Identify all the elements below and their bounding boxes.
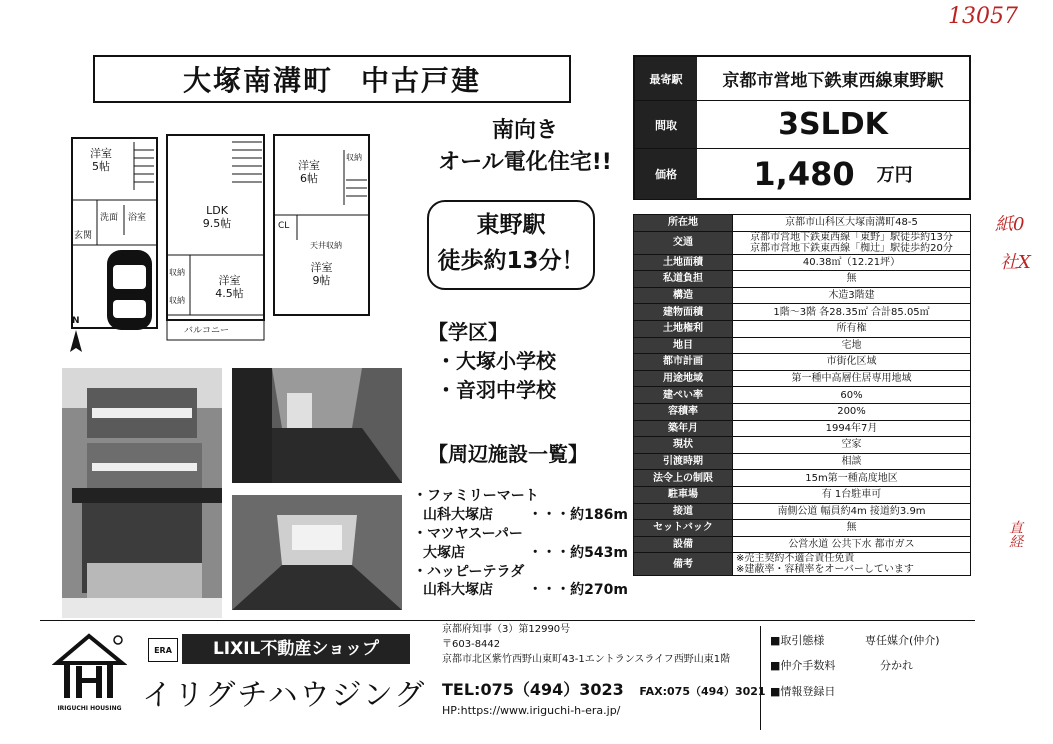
postal-code: 〒603-8442 [442, 639, 501, 650]
interior-photo-room [232, 495, 402, 610]
detail-value: 有 1台駐車可 [733, 486, 971, 503]
detail-value: 第一種中高層住居専用地域 [733, 370, 971, 387]
summary-station-row [635, 57, 969, 101]
detail-label: 地目 [634, 337, 733, 354]
detail-label: 築年月 [634, 420, 733, 437]
handwritten-mark-3: 直経 [1007, 520, 1023, 548]
detail-label: 駐車場 [634, 486, 733, 503]
detail-row [634, 370, 971, 387]
price-unit: 万円 [876, 165, 913, 186]
label-entrance: 玄関 [74, 231, 93, 241]
detail-row [634, 254, 971, 271]
detail-row [634, 337, 971, 354]
detail-row [634, 520, 971, 537]
detail-value: 60% [733, 387, 971, 404]
label-balcony: バルコニー [184, 326, 230, 336]
access-box [427, 200, 595, 290]
catch-line-2: オール電化住宅!! [438, 149, 612, 175]
terms-block [770, 628, 970, 704]
label-storage-2f-b: 収納 [169, 296, 185, 305]
title-area: 大塚南溝町 [182, 64, 333, 97]
fax-number: 075（494）3021 [667, 685, 766, 698]
term-transaction: ■取引態様 専任媒介(仲介) [770, 634, 940, 647]
north-arrow-icon [70, 330, 82, 352]
detail-row [634, 503, 971, 520]
page-title [93, 55, 571, 103]
detail-value: 1994年7月 [733, 420, 971, 437]
price-label: 価格 [635, 149, 697, 199]
terms-divider [760, 626, 761, 730]
detail-value: 1階～3階 各28.35㎡ 合計85.05㎡ [733, 304, 971, 321]
detail-value: 公営水道 公共下水 都市ガス [733, 536, 971, 553]
detail-row [634, 271, 971, 288]
detail-label: 私道負担 [634, 271, 733, 288]
handwritten-mark-1: 紙0 [995, 214, 1025, 235]
detail-label: 引渡時期 [634, 453, 733, 470]
footer-divider [40, 620, 975, 621]
detail-label: 現状 [634, 437, 733, 454]
house-logo-icon [52, 628, 127, 703]
detail-label: 容積率 [634, 403, 733, 420]
detail-row [634, 536, 971, 553]
company-address: 京都市北区紫竹西野山東町43-1エントランスライフ西野山東1階 [442, 654, 731, 665]
school-junior: ・音羽中学校 [436, 378, 556, 402]
label-cl: CL [278, 221, 290, 231]
facilities-list [413, 487, 628, 600]
detail-value: 京都市山科区大塚南溝町48-5 [733, 215, 971, 232]
company-logo [52, 628, 127, 713]
detail-row [634, 453, 971, 470]
term-fee: ■仲介手数料 分かれ [770, 659, 913, 673]
logo-caption: IRIGUCHI HOUSING [57, 705, 122, 712]
detail-row [634, 231, 971, 254]
access-line-1: 東野駅 [476, 212, 546, 238]
layout-label: 間取 [635, 101, 697, 148]
detail-label: 建ぺい率 [634, 387, 733, 404]
station-value: 京都市営地下鉄東西線東野駅 [722, 71, 944, 91]
detail-value: 無 [733, 271, 971, 288]
license-number: 京都府知事（3）第12990号 [442, 624, 571, 635]
catch-line-1: 南向き [491, 118, 558, 143]
detail-row [634, 486, 971, 503]
room-3f-western-a: 洋室 6帖 [298, 159, 320, 185]
school-heading: 【学区】 [428, 320, 508, 344]
detail-value: 京都市営地下鉄東西線「東野」駅徒歩約13分 京都市営地下鉄東西線「椥辻」駅徒歩約20分 [733, 231, 971, 254]
detail-value: 200% [733, 403, 971, 420]
detail-value: 南側公道 幅員約4m 接道約3.9m [733, 503, 971, 520]
era-logo: ERA [148, 638, 178, 662]
tel-number: 075（494）3023 [480, 680, 624, 699]
label-bath: 浴室 [128, 213, 147, 223]
summary-layout-row [635, 101, 969, 149]
label-storage-3f: 収納 [346, 153, 362, 162]
detail-row [634, 470, 971, 487]
detail-label: 構造 [634, 287, 733, 304]
facility-item: ・マツヤスーパー 大塚店 ・・・約543m [413, 525, 628, 561]
detail-label: 所在地 [634, 215, 733, 232]
detail-row [634, 553, 971, 576]
lixil-shop-banner: LIXIL不動産ショップ [182, 634, 410, 664]
detail-value: 市街化区域 [733, 354, 971, 371]
label-storage-2f-a: 収納 [169, 268, 185, 277]
detail-label: セットバック [634, 520, 733, 537]
car-icon [107, 250, 152, 330]
detail-row [634, 437, 971, 454]
summary-price-row [635, 149, 969, 199]
handwritten-mark-2: 社X [1000, 252, 1031, 273]
detail-row [634, 420, 971, 437]
detail-value: 相談 [733, 453, 971, 470]
homepage-link[interactable]: HP:https://www.iriguchi-h-era.jp/ [442, 704, 621, 717]
detail-row [634, 304, 971, 321]
room-2f-western: 洋室 4.5帖 [215, 274, 244, 300]
station-label: 最寄駅 [635, 57, 697, 100]
floor-plan [62, 130, 382, 360]
room-3f-western-b: 洋室 9帖 [310, 261, 333, 287]
detail-label: 土地権利 [634, 320, 733, 337]
price-value: 1,480 [753, 155, 855, 193]
exterior-photo [62, 368, 222, 618]
detail-value: 無 [733, 520, 971, 537]
detail-row [634, 215, 971, 232]
facilities-heading: 【周辺施設一覧】 [428, 442, 588, 466]
company-name: イリグチハウジング [142, 679, 427, 712]
detail-label: 土地面積 [634, 254, 733, 271]
summary-box [633, 55, 971, 200]
property-details-table [633, 214, 971, 576]
detail-row [634, 354, 971, 371]
facility-item: ・ハッピーテラダ 山科大塚店 ・・・約270m [413, 563, 628, 599]
catch-copy [430, 115, 620, 179]
interior-photo-ldk [232, 368, 402, 483]
detail-value: 宅地 [733, 337, 971, 354]
detail-row [634, 287, 971, 304]
detail-value: 15m第一種高度地区 [733, 470, 971, 487]
detail-value: ※売主契約不適合責任免責 ※建蔽率・容積率をオーバーしています [733, 553, 971, 576]
label-attic: 天井収納 [310, 241, 342, 250]
room-2f-ldk: LDK 9.5帖 [202, 204, 232, 230]
detail-label: 交通 [634, 231, 733, 254]
contact-line: TEL:075（494）3023 FAX:075（494）3021 [442, 680, 766, 699]
detail-value: 所有権 [733, 320, 971, 337]
detail-value: 40.38㎡（12.21坪） [733, 254, 971, 271]
facility-item: ・ファミリーマート 山科大塚店 ・・・約186m [413, 488, 628, 523]
room-1f-western: 洋室 5帖 [90, 147, 112, 173]
label-north: N [72, 316, 80, 326]
detail-label: 備考 [634, 553, 733, 576]
detail-value: 木造3階建 [733, 287, 971, 304]
access-line-2: 徒歩約13分！ [437, 247, 585, 274]
detail-label: 建物面積 [634, 304, 733, 321]
detail-label: 設備 [634, 536, 733, 553]
detail-row [634, 320, 971, 337]
school-elementary: ・大塚小学校 [436, 349, 556, 373]
detail-label: 都市計画 [634, 354, 733, 371]
label-washroom: 洗面 [100, 213, 119, 223]
layout-value: 3SLDK [778, 107, 888, 142]
title-type: 中古戸建 [361, 64, 482, 97]
detail-label: 法令上の制限 [634, 470, 733, 487]
detail-label: 用途地域 [634, 370, 733, 387]
detail-row [634, 387, 971, 404]
school-district [428, 318, 556, 405]
detail-label: 接道 [634, 503, 733, 520]
detail-value: 空家 [733, 437, 971, 454]
term-registered: ■情報登録日 [770, 684, 836, 698]
detail-row [634, 403, 971, 420]
company-info [442, 622, 730, 667]
corner-note: 13057 [948, 4, 1018, 29]
